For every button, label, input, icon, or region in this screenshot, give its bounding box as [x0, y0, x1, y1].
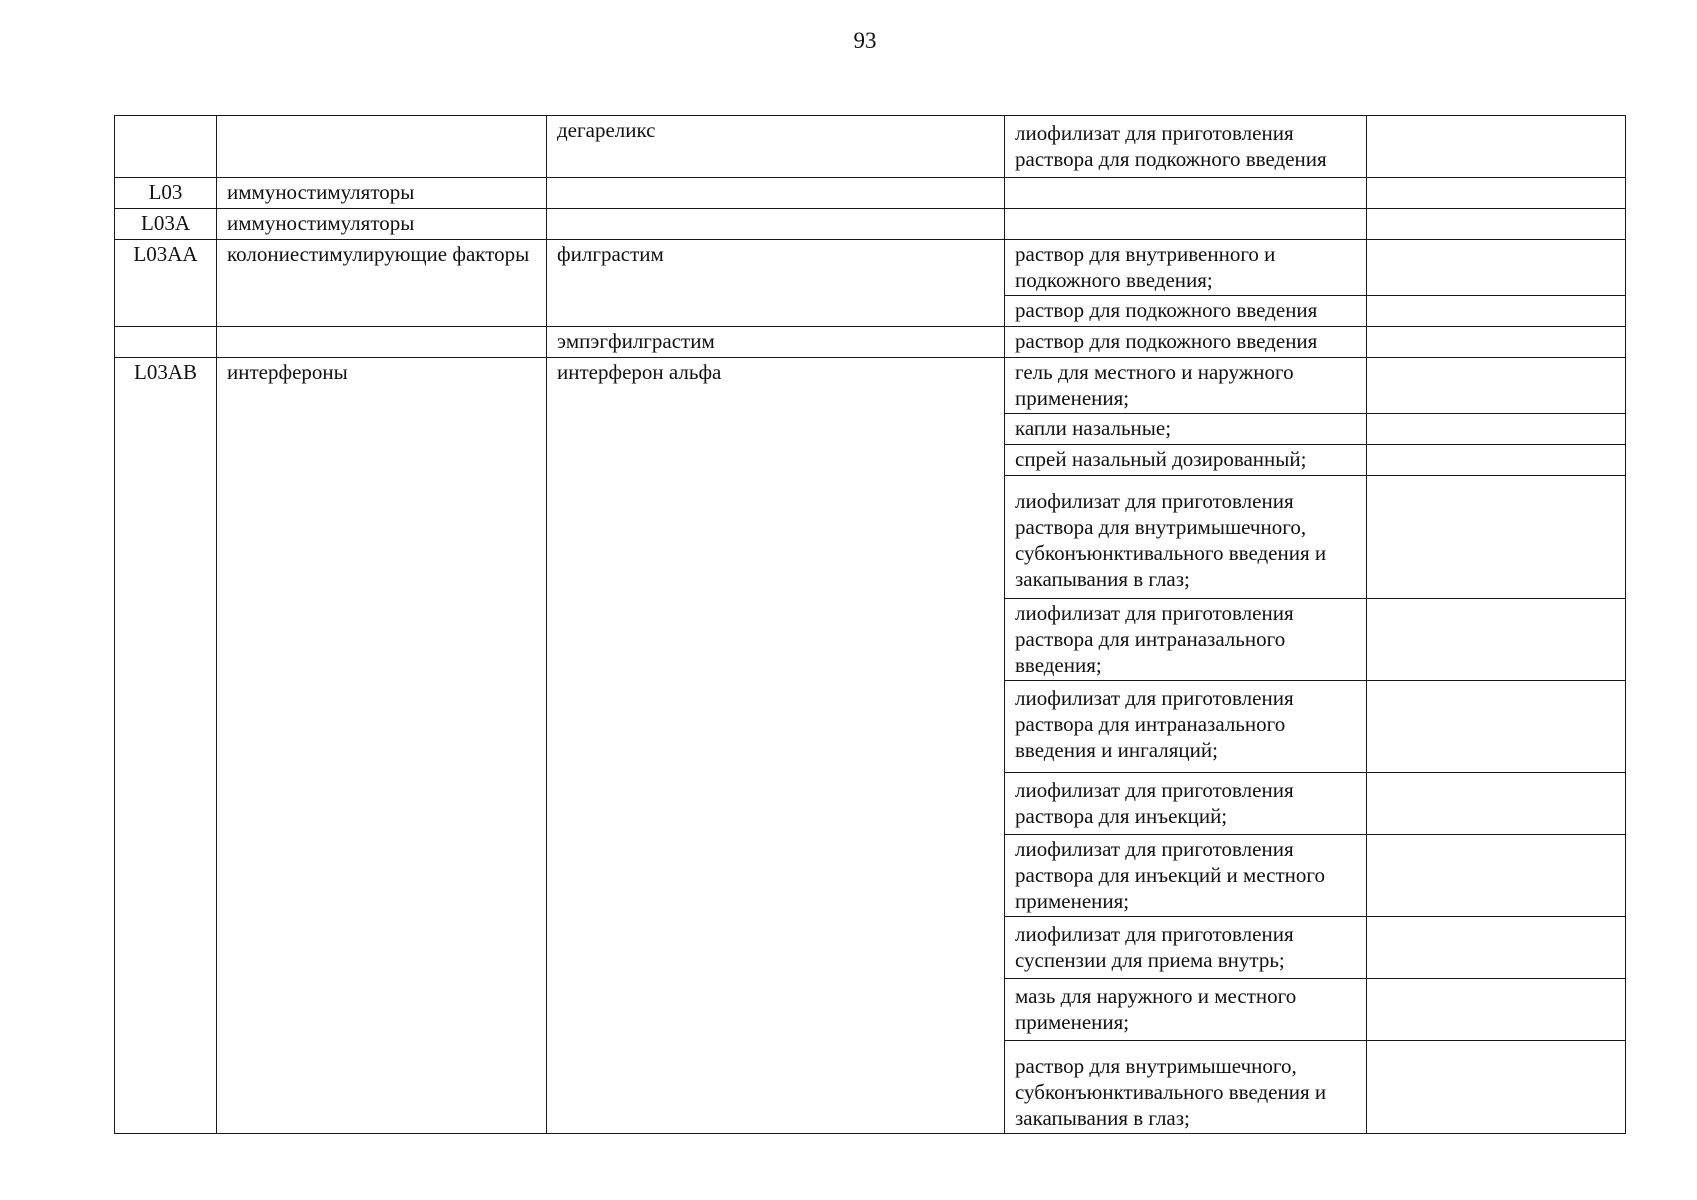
dosage-form-cell: лиофилизат для приготовления раствора для интраназального введения и ингаляций;	[1005, 681, 1367, 773]
extra-cell	[1367, 681, 1626, 773]
dosage-form-cell: лиофилизат для приготовления раствора для подкожного введения	[1005, 116, 1367, 178]
atc-code-cell	[115, 116, 217, 178]
drug-cell: дегареликс	[547, 116, 1005, 178]
extra-cell	[1367, 414, 1626, 445]
extra-cell	[1367, 445, 1626, 476]
dosage-form-cell: лиофилизат для приготовления раствора для внутримышечного, субконъюнктивального введения и закапывания в глаз;	[1005, 476, 1367, 599]
extra-cell	[1367, 599, 1626, 681]
dosage-form-cell	[1005, 178, 1367, 209]
dosage-form-cell: лиофилизат для приготовления раствора для инъекций;	[1005, 773, 1367, 835]
group-cell	[217, 327, 547, 358]
extra-cell	[1367, 116, 1626, 178]
atc-code-cell: L03	[115, 178, 217, 209]
drug-cell	[547, 178, 1005, 209]
dosage-form-cell: капли назальные;	[1005, 414, 1367, 445]
table-row	[115, 178, 1626, 209]
group-cell: иммуностимуляторы	[217, 209, 547, 240]
group-cell: колониестимулирующие факторы	[217, 240, 547, 327]
extra-cell	[1367, 240, 1626, 296]
table-row	[115, 327, 1626, 358]
extra-cell	[1367, 773, 1626, 835]
atc-code-cell: L03AA	[115, 240, 217, 327]
atc-code-cell: L03AB	[115, 358, 217, 1134]
dosage-form-cell: раствор для подкожного введения	[1005, 296, 1367, 327]
atc-code-cell	[115, 327, 217, 358]
drug-cell: интерферон альфа	[547, 358, 1005, 1134]
group-cell: интерфероны	[217, 358, 547, 1134]
extra-cell	[1367, 476, 1626, 599]
dosage-form-cell: раствор для подкожного введения	[1005, 327, 1367, 358]
table-row	[115, 358, 1626, 414]
extra-cell	[1367, 327, 1626, 358]
atc-code-cell: L03A	[115, 209, 217, 240]
dosage-form-cell: лиофилизат для приготовления раствора для инъекций и местного применения;	[1005, 835, 1367, 917]
drug-cell	[547, 209, 1005, 240]
dosage-form-cell: раствор для внутривенного и подкожного введения;	[1005, 240, 1367, 296]
drug-table	[114, 115, 1626, 1134]
extra-cell	[1367, 209, 1626, 240]
extra-cell	[1367, 296, 1626, 327]
drug-cell: эмпэгфилграстим	[547, 327, 1005, 358]
extra-cell	[1367, 979, 1626, 1041]
dosage-form-cell: гель для местного и наружного применения;	[1005, 358, 1367, 414]
extra-cell	[1367, 1041, 1626, 1134]
table-row	[115, 209, 1626, 240]
extra-cell	[1367, 178, 1626, 209]
drug-cell: филграстим	[547, 240, 1005, 327]
group-cell	[217, 116, 547, 178]
dosage-form-cell: спрей назальный дозированный;	[1005, 445, 1367, 476]
dosage-form-cell	[1005, 209, 1367, 240]
dosage-form-cell: раствор для внутримышечного, субконъюнктивального введения и закапывания в глаз;	[1005, 1041, 1367, 1134]
table-row	[115, 116, 1626, 178]
extra-cell	[1367, 358, 1626, 414]
dosage-form-cell: мазь для наружного и местного применения;	[1005, 979, 1367, 1041]
dosage-form-cell: лиофилизат для приготовления суспензии для приема внутрь;	[1005, 917, 1367, 979]
table-row	[115, 240, 1626, 296]
page-number: 93	[853, 28, 877, 53]
extra-cell	[1367, 835, 1626, 917]
group-cell: иммуностимуляторы	[217, 178, 547, 209]
dosage-form-cell: лиофилизат для приготовления раствора для интраназального введения;	[1005, 599, 1367, 681]
extra-cell	[1367, 917, 1626, 979]
